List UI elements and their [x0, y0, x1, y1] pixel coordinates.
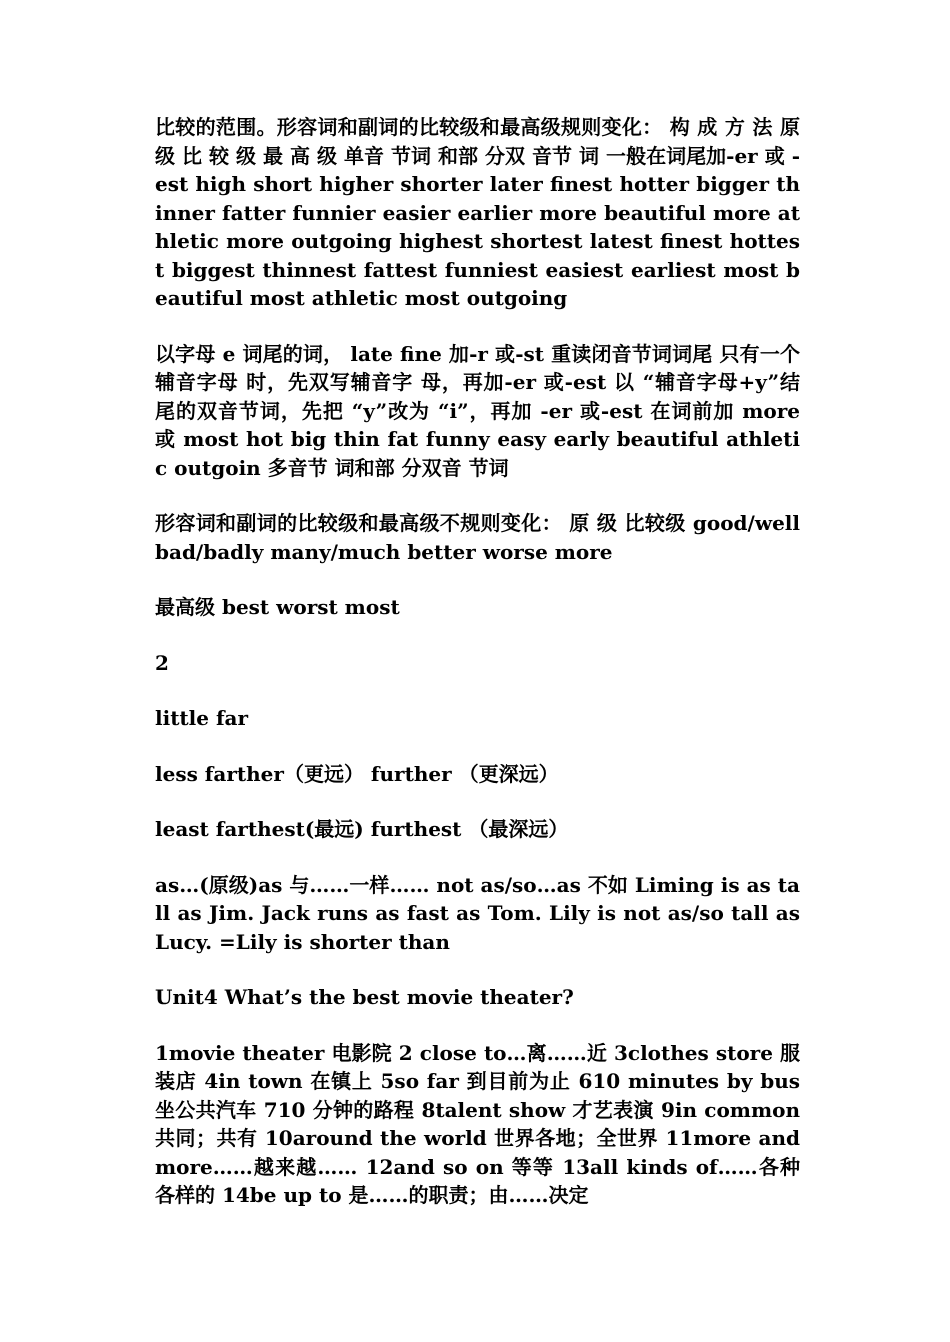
- paragraph-spelling-rules: 以字母 e 词尾的词， late fine 加-r 或-st 重读闭音节词词尾 只有一个辅音字母 时，先双写辅音字 母，再加-er 或-est 以 “辅音字母+y”结 尾的双音节词，先把 “y”改为 “i”，再加 -er 或-est 在词前加 more 或 most hot big thin fat funny easy early beautiful athletic outgoin 多音节 词和部 分双音 节词: [155, 341, 800, 480]
- paragraph-little-far: little far: [155, 706, 249, 730]
- paragraph-irregular-forms: 形容词和副词的比较级和最高级不规则变化： 原 级 比较级 good/well bad/badly many/much better worse more: [155, 511, 800, 564]
- paragraph-less-farther: less farther（更远） further （更深远）: [155, 761, 559, 786]
- paragraph-vocabulary: 1movie theater 电影院 2 close to…离……近 3clothes store 服装店 4in town 在镇上 5so far 到目前为止 610 minutes by bus 坐公共汽车 710 分钟的路程 8talent show 才艺表演 9in common 共同；共有 10around the world 世界各地；全世界 11more and more……越来越…… 12and so on 等等 13all kinds of……各种各样的 14be up to 是……的职责；由……决定: [155, 1040, 800, 1207]
- paragraph-number: 2: [155, 650, 169, 675]
- paragraph-as-as: as…(原级)as 与……一样…… not as/so…as 不如 Liming is as tall as Jim. Jack runs as fast as Tom. Lily is not as/so tall as Lucy. =Lily is shorter than: [155, 872, 800, 954]
- paragraph-least-farthest: least farthest(最远) furthest （最深远）: [155, 817, 569, 841]
- unit-heading: Unit4 What’s the best movie theater?: [155, 985, 574, 1009]
- paragraph-comparison-rules: 比较的范围。形容词和副词的比较级和最高级规则变化： 构 成 方 法 原 级 比 较 级 最 高 级 单音 节词 和部 分双 音节 词 一般在词尾加-er 或 -est high short higher shorter later finest hotter bigger thinner fatter funnier easier earlier more beautiful more athletic more outgoing highest shortest latest finest hottest biggest thinnest fattest funniest easiest earliest most beautiful most athletic most outgoing: [155, 115, 800, 310]
- paragraph-superlative: 最高级 best worst most: [155, 595, 400, 619]
- document-page: [155, 113, 800, 1237]
